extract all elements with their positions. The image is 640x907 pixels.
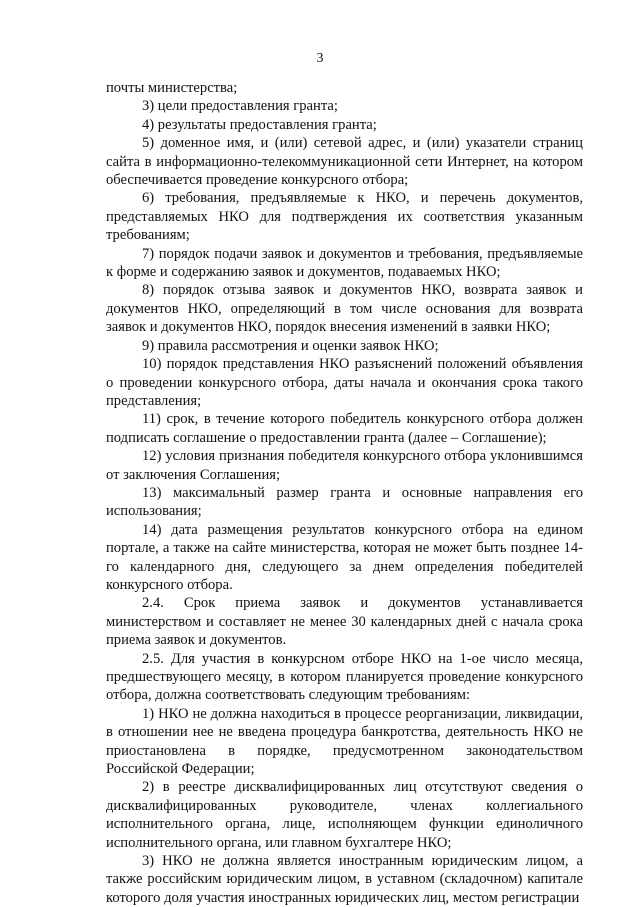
document-body [106, 79, 583, 907]
paragraph: почты министерства; [106, 80, 238, 96]
paragraph: 14) дата размещения результатов конкурсного отбора на едином портале, а также на сайте министерства, которая не может быть позднее 14-го календарного дня, следующего за днем определения победителей конкурсного отбора. [106, 521, 583, 593]
paragraph: 11) срок, в течение которого победитель конкурсного отбора должен подписать соглашение о предоставлении гранта (далее – Соглашение); [106, 411, 583, 446]
paragraph: 2.4. Срок приема заявок и документов устанавливается министерством и составляет не менее 30 календарных дней с начала срока приема заявок и документов. [106, 595, 583, 649]
paragraph: 9) правила рассмотрения и оценки заявок НКО; [142, 337, 439, 354]
paragraph: 12) условия признания победителя конкурсного отбора уклонившимся от заключения Соглашения; [106, 448, 583, 483]
paragraph: 8) порядок отзыва заявок и документов НКО, возврата заявок и документов НКО, определяющий в том числе основания для возврата заявок и документов НКО, порядок внесения изменений в заявки НКО; [106, 282, 583, 336]
paragraph: 5) доменное имя, и (или) сетевой адрес, и (или) указатели страниц сайта в информационно-телекоммуникационной сети Интернет, на котором обеспечивается проведение конкурсного отбора; [106, 135, 583, 189]
paragraph: 1) НКО не должна находиться в процессе реорганизации, ликвидации, в отношении нее не введена процедура банкротства, деятельность НКО не приостановлена в порядке, предусмотренном законодательством Российской Федерации; [106, 705, 583, 778]
paragraph: 4) результаты предоставления гранта; [142, 116, 377, 133]
page-number: 3 [316, 51, 324, 66]
paragraph: 7) порядок подачи заявок и документов и требования, предъявляемые к форме и содержанию заявок и документов, подаваемых НКО; [106, 245, 583, 281]
paragraph: 3) цели предоставления гранта; [142, 98, 338, 115]
paragraph: 2.5. Для участия в конкурсном отборе НКО на 1-ое число месяца, предшествующего месяцу, в котором планируется проведение конкурсного отбора, должна соответствовать следующим требованиям: [106, 650, 583, 704]
paragraph: 3) НКО не должна является иностранным юридическим лицом, а также российским юридическим лицом, в уставном (складочном) капитале которого доля участия иностранных юридических лиц, местом регистрации [106, 853, 583, 906]
paragraph: 13) максимальный размер гранта и основные направления его использования; [106, 484, 583, 520]
paragraph: 2) в реестре дисквалифицированных лиц отсутствуют сведения о дисквалифицированных руководителе, членах коллегиального исполнительного органа, лице, исполняющем функции единоличного исполнительного органа, или главном бухгалтере НКО; [106, 779, 583, 851]
paragraph: 10) порядок представления НКО разъяснений положений объявления о проведении конкурсного отбора, даты начала и окончания срока такого представления; [106, 356, 583, 409]
paragraph: 6) требования, предъявляемые к НКО, и перечень документов, представляемых НКО для подтверждения их соответствия указанным требованиям; [106, 190, 583, 244]
